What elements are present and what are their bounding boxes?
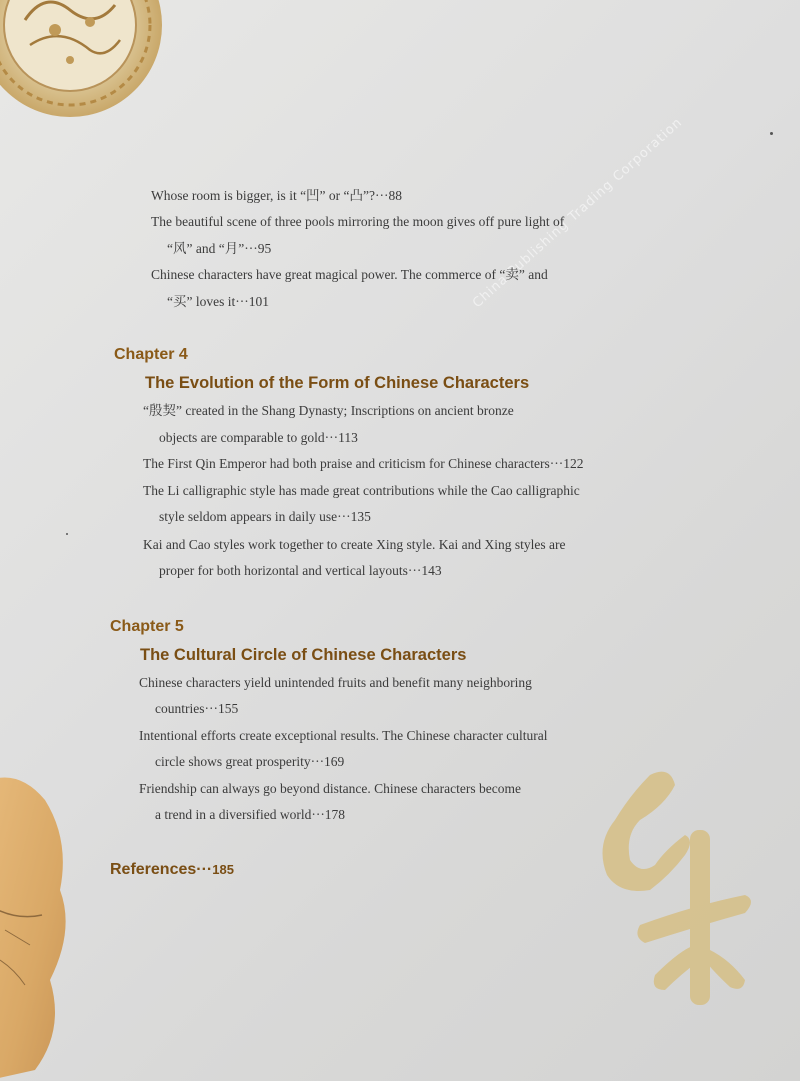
- toc-entry-line: countries···155: [155, 701, 239, 716]
- toc-entry-line: Kai and Cao styles work together to create Xing style. Kai and Xing styles are: [143, 537, 566, 552]
- toc-entry-line: a trend in a diversified world···178: [155, 807, 346, 822]
- toc-entry-line: proper for both horizontal and vertical layouts···143: [159, 563, 442, 578]
- chapter-title: The Cultural Circle of Chinese Characters: [140, 646, 467, 664]
- toc-entry-line: The beautiful scene of three pools mirroring the moon gives off pure light of: [151, 214, 565, 229]
- toc-entry-line: The First Qin Emperor had both praise and criticism for Chinese characters···122: [143, 456, 584, 471]
- chapter-number: Chapter 4: [114, 346, 188, 363]
- toc-entry-line: The Li calligraphic style has made great contributions while the Cao calligraphic: [143, 483, 580, 498]
- chapter-number: Chapter 5: [110, 618, 184, 635]
- toc-entry-line: objects are comparable to gold···113: [159, 430, 358, 445]
- toc-entry-line: “买” loves it···101: [167, 294, 269, 309]
- references-page: 185: [212, 862, 234, 877]
- chapter-title: The Evolution of the Form of Chinese Characters: [145, 374, 530, 392]
- toc-entry-line: style seldom appears in daily use···135: [159, 509, 371, 524]
- toc-entry-line: Intentional efforts create exceptional results. The Chinese character cultural: [139, 728, 548, 743]
- toc-entry-line: “殷契” created in the Shang Dynasty; Inscriptions on ancient bronze: [143, 403, 514, 418]
- references-label: References···: [110, 861, 213, 878]
- watermark-text: China Publishing Trading Corporation: [470, 115, 686, 312]
- toc-entry-line: Chinese characters yield unintended fruits and benefit many neighboring: [139, 675, 532, 690]
- toc-entry-line: Chinese characters have great magical power. The commerce of “卖” and: [151, 267, 548, 282]
- toc-entry-line: Whose room is bigger, is it “凹” or “凸”?···88: [151, 188, 403, 203]
- toc-entry-line: “风” and “月”···95: [167, 241, 272, 256]
- toc-entry-line: Friendship can always go beyond distance. Chinese characters become: [139, 781, 521, 796]
- toc-entry-line: circle shows great prosperity···169: [155, 754, 345, 769]
- references-entry: [110, 861, 234, 879]
